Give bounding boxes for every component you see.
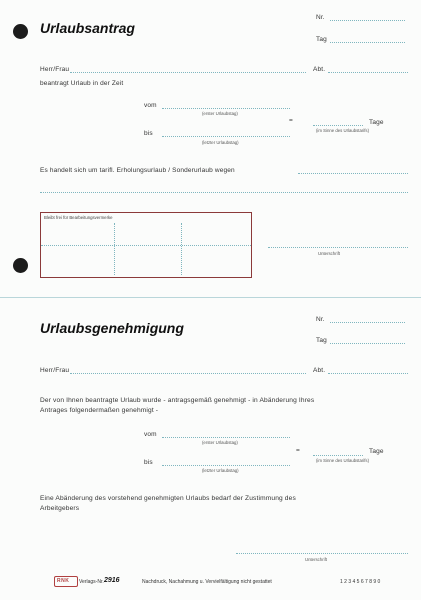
box-vertical-line-1: [114, 223, 115, 275]
form1-tage-field[interactable]: [313, 125, 363, 126]
form1-beantragt-text: beantragt Urlaub in der Zeit: [40, 80, 124, 87]
form1-bis-label: bis: [144, 130, 153, 137]
form1-abt-label: Abt.: [313, 66, 326, 73]
form2-abaenderung-line2: Arbeitgebers: [40, 505, 80, 512]
form1-tag-field[interactable]: [330, 42, 405, 43]
bearbeitungsvermerke-box: [40, 212, 252, 278]
box-vertical-line-2: [181, 223, 182, 275]
form1-name-field[interactable]: [70, 72, 306, 73]
form2-nr-field[interactable]: [330, 322, 405, 323]
form1-nr-field[interactable]: [330, 20, 405, 21]
form1-es-handelt-text: Es handelt sich um tarifl. Erholungsurlaub / Sonderurlaub wegen: [40, 167, 235, 174]
verlags-label: Verlags-Nr.: [79, 579, 104, 585]
print-sequence: 1 2 3 4 5 6 7 8 9 0: [340, 579, 381, 585]
form2-vom-field[interactable]: [162, 437, 290, 438]
form1-signature-field[interactable]: [268, 247, 408, 248]
nachdruck-text: Nachdruck, Nachahmung u. Vervielfältigung nicht gestattet: [142, 579, 272, 585]
form2-tage-note: (im Sinne des Urlaubstarifs): [316, 458, 370, 463]
form2-vom-label: vom: [144, 431, 157, 438]
form1-tage-note: (im Sinne des Urlaubstarifs): [316, 128, 370, 133]
form1-letzter-urlaubstag: (letzter Urlaubstag): [202, 140, 239, 145]
form2-tage-label: Tage: [369, 448, 384, 455]
form1-bis-field[interactable]: [162, 136, 290, 137]
form1-tage-label: Tage: [369, 119, 384, 126]
form2-nr-label: Nr.: [316, 316, 325, 323]
box-horizontal-line: [41, 245, 251, 246]
punch-hole-top: [13, 24, 28, 39]
form2-abaenderung-line1: Eine Abänderung des vorstehend genehmigten Urlaubs bedarf der Zustimmung des: [40, 495, 296, 502]
form2-tage-field[interactable]: [313, 455, 363, 456]
form1-tag-label: Tag: [316, 36, 327, 43]
form2-signature-field[interactable]: [236, 553, 408, 554]
form2-equals: =: [296, 447, 300, 454]
form1-vom-field[interactable]: [162, 108, 290, 109]
form2-title: Urlaubsgenehmigung: [40, 320, 184, 336]
form1-equals: =: [289, 117, 293, 124]
form1-unterschrift: Unterschrift: [318, 251, 340, 256]
publisher-logo: [54, 576, 78, 587]
punch-hole-bottom: [13, 258, 28, 273]
logo-text: RNK: [57, 578, 70, 584]
form2-tag-label: Tag: [316, 337, 327, 344]
form1-erster-urlaubstag: (erster Urlaubstag): [202, 111, 238, 116]
form1-vom-label: vom: [144, 102, 157, 109]
form2-letzter-urlaubstag: (letzter Urlaubstag): [202, 468, 239, 473]
form1-grund-field[interactable]: [298, 173, 408, 174]
form2-abt-field[interactable]: [328, 373, 408, 374]
form2-erster-urlaubstag: (erster Urlaubstag): [202, 440, 238, 445]
form2-unterschrift: Unterschrift: [305, 557, 327, 562]
box-label: Bleibt frei für Bearbeitungsvermerke: [44, 215, 113, 220]
verlags-nummer: 2916: [104, 577, 120, 584]
form-separator: [0, 297, 421, 298]
form1-title: Urlaubsantrag: [40, 20, 135, 36]
form2-text-line1: Der von Ihnen beantragte Urlaub wurde - antragsgemäß genehmigt - in Abänderung Ihres: [40, 397, 315, 404]
form2-bis-label: bis: [144, 459, 153, 466]
form2-abt-label: Abt.: [313, 367, 326, 374]
form1-herr-frau-label: Herr/Frau: [40, 66, 70, 73]
form2-text-line2: Antrages folgendermaßen genehmigt -: [40, 407, 159, 414]
form2-bis-field[interactable]: [162, 465, 290, 466]
form1-abt-field[interactable]: [328, 72, 408, 73]
form1-grund-field-2[interactable]: [40, 192, 408, 193]
form2-name-field[interactable]: [70, 373, 306, 374]
form2-herr-frau-label: Herr/Frau: [40, 367, 70, 374]
form1-nr-label: Nr.: [316, 14, 325, 21]
form2-tag-field[interactable]: [330, 343, 405, 344]
